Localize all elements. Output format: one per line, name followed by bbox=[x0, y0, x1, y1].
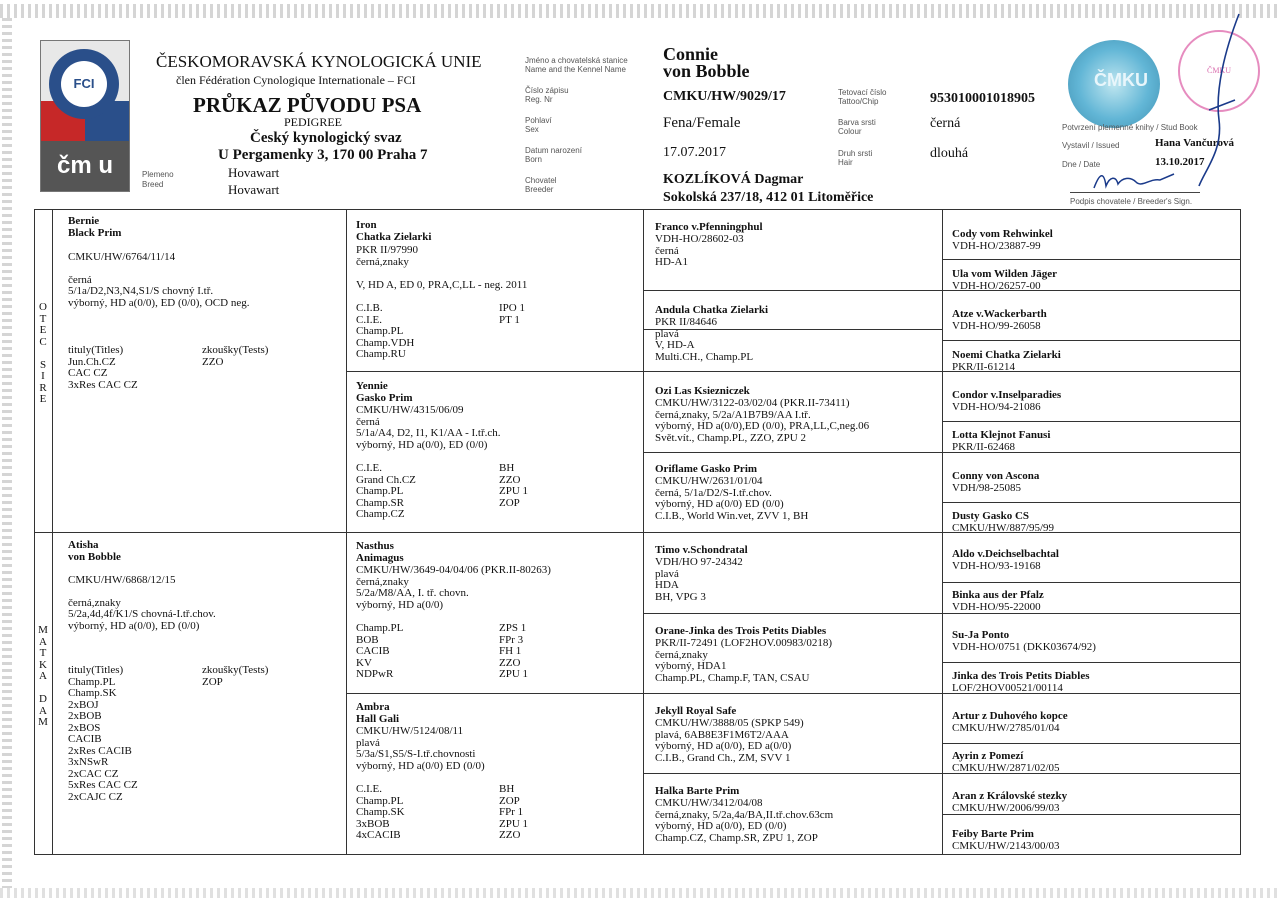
gen4-8-reg: CMKU/HW/887/95/99 bbox=[952, 522, 1055, 534]
sire-details: CMKU/HW/6764/11/14 černá 5/1a/D2,N3,N4,S1/S chovný I.tř. výborný, HD a(0/0), ED (0/0), OCD neg. bbox=[68, 250, 250, 309]
dam-name: Atisha von Bobble bbox=[68, 539, 121, 563]
gen4-16-name: Feiby Barte Prim bbox=[952, 828, 1034, 840]
side-letter: S bbox=[39, 358, 47, 371]
gen4-11-name: Su-Ja Ponto bbox=[952, 629, 1010, 641]
decorative-border-top bbox=[0, 4, 1280, 18]
side-letter: K bbox=[39, 658, 47, 671]
grid-line bbox=[942, 502, 1241, 503]
grandparent-3-details: CMKU/HW/3649-04/04/06 (PKR.II-80263) černá,znaky 5/2a/M8/AA, I. tř. chovn. výborný, HD a(0/0) bbox=[356, 564, 551, 611]
grid-line bbox=[942, 662, 1241, 663]
grid-line bbox=[34, 532, 1241, 533]
side-letter: M bbox=[38, 716, 48, 728]
hair-label: Druh srsti Hair bbox=[838, 149, 873, 167]
breed-en: Hovawart bbox=[228, 182, 280, 197]
grandparent-3-titles: Champ.PL BOB CACIB KV NDPwR bbox=[356, 622, 404, 680]
gen4-1-name: Cody vom Rehwinkel bbox=[952, 228, 1053, 240]
grandparent-4-details: CMKU/HW/5124/08/11 plavá 5/3a/S1,S5/S-I.tř.chovnosti výborný, HD a(0/0) ED (0/0) bbox=[356, 725, 485, 772]
issuer-name: Český kynologický svaz bbox=[250, 130, 402, 146]
gen3-1-details: VDH-HO/28602-03 černá HD-A1 bbox=[655, 233, 744, 268]
gen4-16-reg: CMKU/HW/2143/00/03 bbox=[952, 840, 1060, 852]
gen4-3-reg: VDH-HO/99-26058 bbox=[952, 320, 1041, 332]
grandparent-1-tests: IPO 1 PT 1 bbox=[499, 302, 525, 326]
dog-name-line1: Connie bbox=[663, 44, 719, 64]
side-letter: O bbox=[39, 301, 47, 313]
grid-line bbox=[643, 773, 1241, 774]
side-letter: I bbox=[41, 370, 45, 382]
grandparent-1-details: PKR II/97990 černá,znaky V, HD A, ED 0, PRA,C,LL - neg. 2011 bbox=[356, 244, 528, 291]
grid-line bbox=[942, 259, 1241, 260]
gen4-14-reg: CMKU/HW/2871/02/05 bbox=[952, 762, 1060, 774]
name-label: Jméno a chovatelská stanice Name and the Kennel Name bbox=[525, 56, 628, 74]
issue-date: 13.10.2017 bbox=[1155, 156, 1205, 168]
issuer-address: U Pergamenky 3, 170 00 Praha 7 bbox=[218, 147, 428, 163]
grandparent-3-tests: ZPS 1 FPr 3 FH 1 ZZO ZPU 1 bbox=[499, 622, 529, 680]
tattoo-label: Tetovací číslo Tattoo/Chip bbox=[838, 88, 887, 106]
grandparent-2-tests: BH ZZO ZPU 1 ZOP bbox=[499, 462, 529, 509]
gen4-8-name: Dusty Gasko CS bbox=[952, 510, 1030, 522]
gen4-9-reg: VDH-HO/93-19168 bbox=[952, 560, 1041, 572]
dam-details: CMKU/HW/6868/12/15 černá,znaky 5/2a,4d,4f/K1/S chovná-I.tř.chov. výborný, HD a(0/0), ED (0/0) bbox=[68, 573, 216, 632]
gen3-2-details: PKR II/84646 plavá V, HD-A Multi.CH., Champ.PL bbox=[655, 316, 754, 363]
side-letter bbox=[38, 348, 48, 360]
gen4-2-name: Ula vom Wilden Jäger bbox=[952, 268, 1058, 280]
grid-line bbox=[942, 743, 1241, 744]
issued-by: Hana Vančurová bbox=[1155, 137, 1234, 149]
gen4-12-reg: LOF/2HOV00521/00114 bbox=[952, 682, 1063, 694]
gen4-2-reg: VDH-HO/26257-00 bbox=[952, 280, 1041, 292]
side-label-sire bbox=[38, 302, 48, 406]
dam-tests: zkoušky(Tests) ZOP bbox=[202, 664, 269, 688]
gen4-14-name: Ayrin z Pomezí bbox=[952, 750, 1024, 762]
grandparent-3-name: Nasthus Animagus bbox=[356, 540, 404, 564]
grid-line bbox=[346, 371, 1241, 372]
stud-book-label: Potvrzení plemenné knihy / Stud Book bbox=[1062, 123, 1198, 132]
decorative-border-left bbox=[2, 18, 12, 888]
gen3-6-details: PKR/II-72491 (LOF2HOV.00983/0218) černá,znaky výborný, HDA1 Champ.PL, Champ.F, TAN, CSAU bbox=[655, 637, 833, 684]
sire-titles: tituly(Titles) Jun.Ch.CZ CAC CZ 3xRes CAC CZ bbox=[68, 344, 138, 391]
gen3-6-name: Orane-Jinka des Trois Petits Diables bbox=[655, 625, 827, 637]
side-letter: R bbox=[39, 381, 47, 394]
tattoo-chip-number: 953010001018905 bbox=[930, 91, 1035, 106]
side-letter: T bbox=[39, 647, 47, 659]
date-label: Dne / Date bbox=[1062, 160, 1101, 169]
gen4-5-name: Condor v.Inselparadies bbox=[952, 389, 1062, 401]
sire-tests: zkoušky(Tests) ZZO bbox=[202, 344, 269, 368]
signature-label: Podpis chovatele / Breeder's Sign. bbox=[1070, 197, 1193, 206]
grandparent-4-titles: C.I.E. Champ.PL Champ.SK 3xBOB 4xCACIB bbox=[356, 783, 405, 841]
colour-label: Barva srsti Colour bbox=[838, 118, 876, 136]
side-letter: A bbox=[39, 670, 47, 682]
dam-titles: tituly(Titles) Champ.PL Champ.SK 2xBOJ 2xBOB 2xBOS CACIB 2xRes CACIB 3xNSwR 2xCAC CZ 5xRes CAC CZ 2xCAJC CZ bbox=[68, 664, 138, 803]
hologram-sticker: ČMKU bbox=[1068, 40, 1160, 128]
gen3-7-name: Jekyll Royal Safe bbox=[655, 705, 737, 717]
org-member: člen Fédération Cynologique Internationale – FCI bbox=[176, 73, 416, 87]
grid-line bbox=[643, 290, 1241, 291]
dog-reg-number: CMKU/HW/9029/17 bbox=[663, 89, 786, 104]
gen3-8-details: CMKU/HW/3412/04/08 černá,znaky, 5/2a,4a/BA,II.tř.chov.63cm výborný, HD a(0/0), ED (0/0) Champ.CZ, Champ.SR, ZPU 1, ZOP bbox=[655, 797, 834, 844]
gen3-4-name: Oriflame Gasko Prim bbox=[655, 463, 758, 475]
side-letter: T bbox=[39, 312, 47, 325]
gen4-12-name: Jinka des Trois Petits Diables bbox=[952, 670, 1090, 682]
issuer-signature bbox=[1195, 10, 1245, 190]
coat-hair: dlouhá bbox=[930, 146, 969, 161]
gen3-3-name: Ozi Las Ksiezniczek bbox=[655, 385, 750, 397]
gen3-1-name: Franco v.Pfenningphul bbox=[655, 221, 763, 233]
breeder-signature bbox=[1090, 168, 1180, 194]
gen3-4-details: CMKU/HW/2631/01/04 černá, 5/1a/D2/S-I.tř.chov. výborný, HD a(0/0) ED (0/0) C.I.B., World Win.vet, ZVV 1, BH bbox=[655, 475, 809, 522]
fci-emblem: FCI bbox=[41, 41, 129, 141]
side-letter: A bbox=[39, 635, 47, 648]
gen3-2-name: Andula Chatka Zielarki bbox=[655, 304, 769, 316]
signature-line bbox=[1070, 192, 1200, 193]
gen3-5-details: VDH/HO 97-24342 plavá HDA BH, VPG 3 bbox=[655, 556, 743, 603]
gen4-7-reg: VDH/98-25085 bbox=[952, 482, 1022, 494]
document-subtitle: PEDIGREE bbox=[284, 115, 342, 129]
breed-label-cz: Plemeno bbox=[142, 170, 174, 179]
coat-colour: černá bbox=[930, 116, 961, 131]
side-letter: A bbox=[39, 704, 47, 717]
sex-label: Pohlaví Sex bbox=[525, 116, 552, 134]
grid-line bbox=[643, 452, 1241, 453]
grid-line bbox=[643, 613, 1241, 614]
side-label-dam bbox=[38, 625, 48, 729]
breeder-name: KOZLÍKOVÁ Dagmar bbox=[663, 172, 804, 187]
grid-line bbox=[942, 340, 1241, 341]
fci-cmku-logo bbox=[40, 40, 130, 192]
breed-label-en: Breed bbox=[142, 180, 164, 189]
gen3-5-name: Timo v.Schondratal bbox=[655, 544, 748, 556]
breed-cz: Hovawart bbox=[228, 165, 280, 180]
gen4-6-reg: PKR/II-62468 bbox=[952, 441, 1015, 453]
gen4-13-reg: CMKU/HW/2785/01/04 bbox=[952, 722, 1060, 734]
grandparent-1-titles: C.I.B. C.I.E. Champ.PL Champ.VDH Champ.RU bbox=[356, 302, 415, 360]
gen4-10-name: Binka aus der Pfalz bbox=[952, 589, 1044, 601]
grandparent-2-name: Yennie Gasko Prim bbox=[356, 380, 413, 404]
gen4-11-reg: VDH-HO/0751 (DKK03674/92) bbox=[952, 641, 1096, 653]
grid-line bbox=[346, 693, 1241, 694]
gen4-6-name: Lotta Klejnot Fanusi bbox=[952, 429, 1051, 441]
gen4-1-reg: VDH-HO/23887-99 bbox=[952, 240, 1041, 252]
gen4-15-reg: CMKU/HW/2006/99/03 bbox=[952, 802, 1060, 814]
gen4-13-name: Artur z Duhového kopce bbox=[952, 710, 1068, 722]
side-letter: M bbox=[38, 624, 48, 636]
grandparent-4-name: Ambra Hall Gali bbox=[356, 701, 400, 725]
breeder-address: Sokolská 237/18, 412 01 Litoměřice bbox=[663, 190, 874, 205]
grandparent-1-name: Iron Chatka Zielarki bbox=[356, 219, 432, 243]
grandparent-2-titles: C.I.E. Grand Ch.CZ Champ.PL Champ.SR Champ.CZ bbox=[356, 462, 416, 520]
side-letter: E bbox=[39, 324, 47, 336]
issued-label: Vystavil / Issued bbox=[1062, 141, 1120, 150]
born-label: Datum narození Born bbox=[525, 146, 582, 164]
gen4-10-reg: VDH-HO/95-22000 bbox=[952, 601, 1041, 613]
document-title: PRŮKAZ PŮVODU PSA bbox=[193, 93, 422, 117]
gen4-4-name: Noemi Chatka Zielarki bbox=[952, 349, 1061, 361]
sire-name: Bernie Black Prim bbox=[68, 215, 122, 239]
gen3-8-name: Halka Barte Prim bbox=[655, 785, 740, 797]
decorative-border-bottom bbox=[0, 888, 1280, 898]
official-stamp: ČMKU bbox=[1178, 30, 1260, 112]
grandparent-2-details: CMKU/HW/4315/06/09 černá 5/1a/A4, D2, I1, K1/AA - I.tř.ch. výborný, HD a(0/0), ED (0/0) bbox=[356, 404, 501, 451]
dog-sex: Fena/Female bbox=[663, 115, 741, 131]
gen4-5-reg: VDH-HO/94-21086 bbox=[952, 401, 1041, 413]
breeder-label: Chovatel Breeder bbox=[525, 176, 557, 194]
dog-born-date: 17.07.2017 bbox=[663, 145, 726, 160]
gen3-7-details: CMKU/HW/3888/05 (SPKP 549) plavá, 6AB8E3F1M6T2/AAA výborný, HD a(0/0), ED a(0/0) C.I.B., Grand Ch., ZM, SVV 1 bbox=[655, 717, 804, 764]
gen4-3-name: Atze v.Wackerbarth bbox=[952, 308, 1047, 320]
gen4-15-name: Aran z Královské stezky bbox=[952, 790, 1068, 802]
grid-line bbox=[942, 421, 1241, 422]
side-letter: E bbox=[39, 393, 47, 405]
side-letter: C bbox=[39, 335, 47, 348]
gen4-4-reg: PKR/II-61214 bbox=[952, 361, 1015, 373]
dog-name-line2: von Bobble bbox=[663, 61, 750, 81]
gen3-3-details: CMKU/HW/3122-03/02/04 (PKR.II-73411) černá,znaky, 5/2a/A1B7B9/AA I.tř. výborný, HD a(0/0),ED (0/0), PRA,LL,C,neg.06 Svět.vít., Champ.PL, ZZO, ZPU 2 bbox=[655, 397, 870, 444]
grid-line bbox=[942, 582, 1241, 583]
gen4-9-name: Aldo v.Deichselbachtal bbox=[952, 548, 1059, 560]
reg-label: Číslo zápisu Reg. Nr bbox=[525, 86, 569, 104]
grandparent-4-tests: BH ZOP FPr 1 ZPU 1 ZZO bbox=[499, 783, 529, 841]
side-letter: D bbox=[39, 693, 47, 705]
org-name: ČESKOMORAVSKÁ KYNOLOGICKÁ UNIE bbox=[156, 52, 482, 71]
gen4-7-name: Conny von Ascona bbox=[952, 470, 1040, 482]
cmku-emblem: čm u bbox=[41, 141, 129, 191]
